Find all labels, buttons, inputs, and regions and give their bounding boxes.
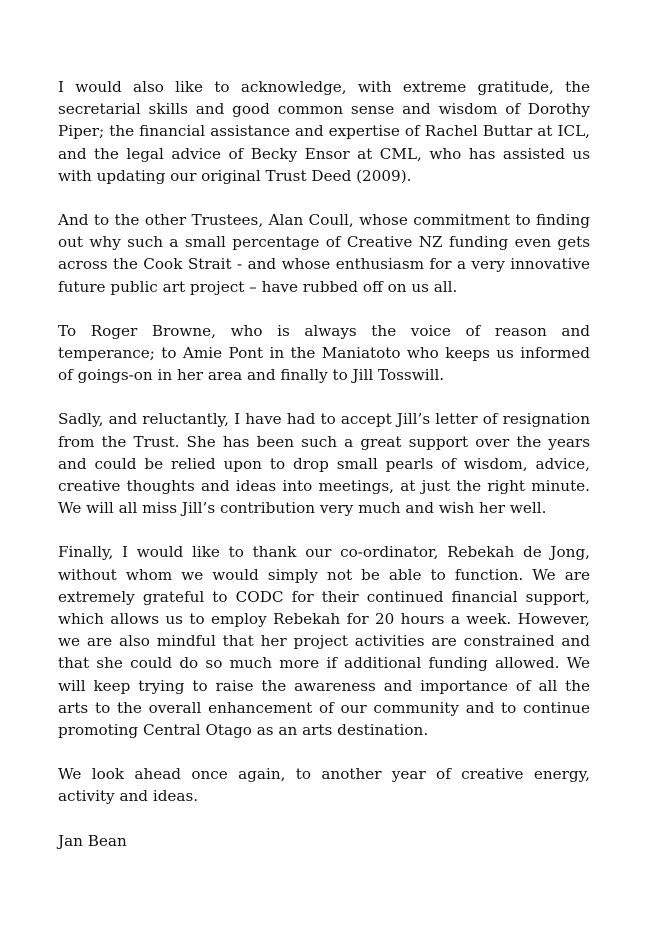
signature: Jan Bean xyxy=(58,831,127,850)
paragraph-closing: We look ahead once again, to another year of creative energy, activity and ideas. xyxy=(58,765,590,806)
paragraph-coordinator: Finally, I would like to thank our co-ordinator, Rebekah de Jong, without whom we would simply not be able to function. We are extremely grateful to CODC for their continued financial support, which allows us to employ Rebekah for 20 hours a week. However, we are also mindful that her project activities are constrained and that she could do so much more if additional funding allowed. We will keep trying to raise the awareness and importance of all the arts to the overall enhancement of our community and to continue promoting Central Otago as an arts destination. xyxy=(58,543,590,740)
paragraph-resignation: Sadly, and reluctantly, I have had to accept Jill’s letter of resignation from the Trust. She has been such a great support over the years and could be relied upon to drop small pearls of wisdom, advice, creative thoughts and ideas into meetings, at just the right minute. We will all miss Jill’s contribution very much and wish her well. xyxy=(58,410,590,518)
letter-body xyxy=(58,76,590,852)
paragraph-trustees: And to the other Trustees, Alan Coull, whose commitment to finding out why such a small percentage of Creative NZ funding even gets across the Cook Strait - and whose enthusiasm for a very innovative future public art project – have rubbed off on us all. xyxy=(58,211,590,296)
paragraph-roger-browne: To Roger Browne, who is always the voice of reason and temperance; to Amie Pont in the Maniatoto who keeps us informed of goings-on in her area and finally to Jill Tosswill. xyxy=(58,321,590,385)
paragraph-acknowledgement: I would also like to acknowledge, with extreme gratitude, the secretarial skills and good common sense and wisdom of Dorothy Piper; the financial assistance and expertise of Rachel Buttar at ICL, and the legal advice of Becky Ensor at CML, who has assisted us with updating our original Trust Deed (2009). xyxy=(58,78,590,185)
